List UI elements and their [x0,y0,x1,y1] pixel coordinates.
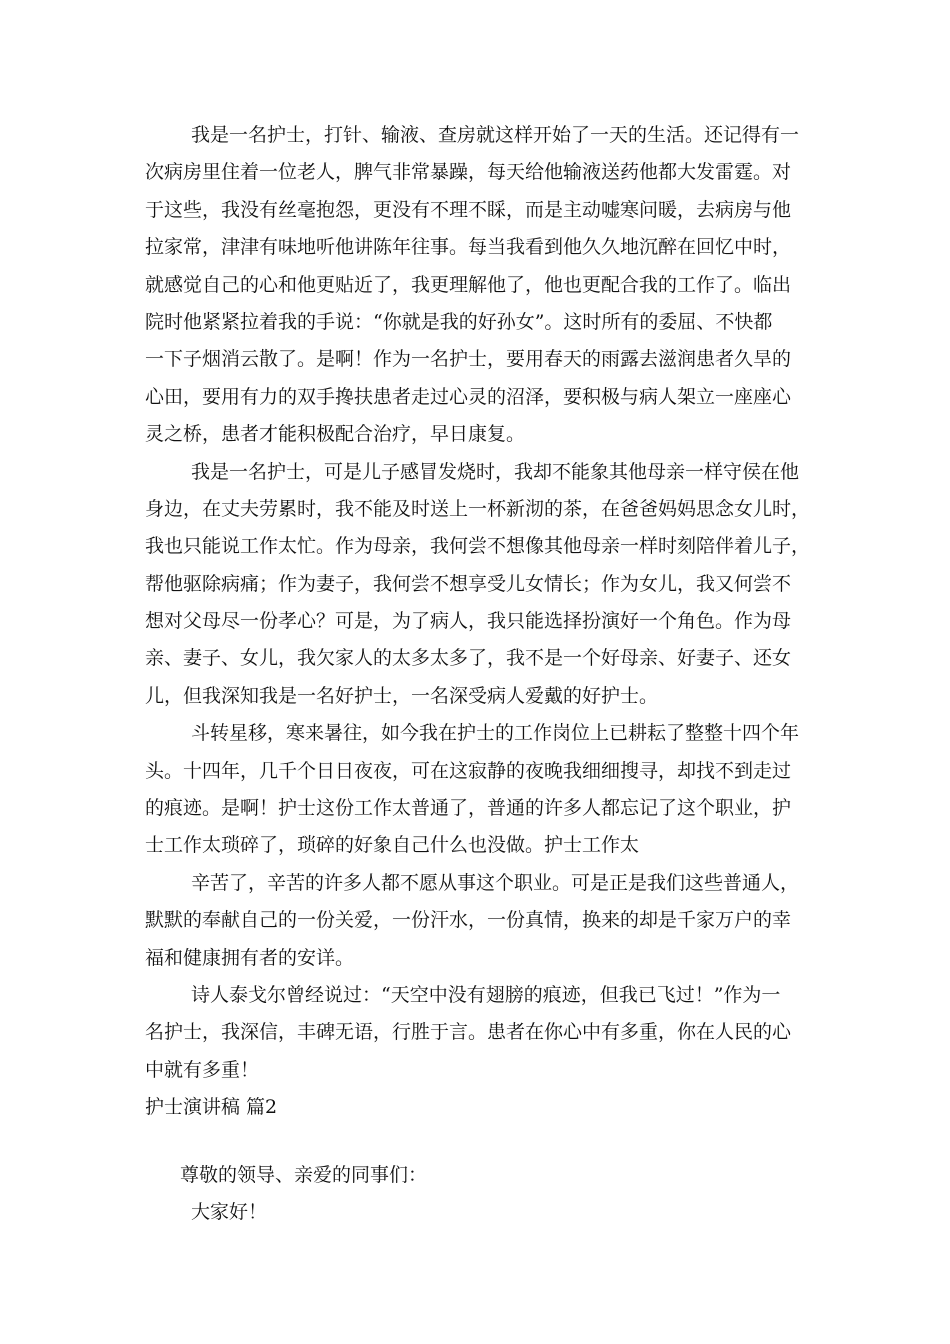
paragraph-line: 斗转星移，寒来暑往，如今我在护士的工作岗位上已耕耘了整整十四个年 [191,722,800,745]
paragraph-line: 默默的奉献自己的一份关爱，一份汗水，一份真情，换来的却是千家万户的幸 [145,909,792,932]
paragraph-line: 的痕迹。是啊！护士这份工作太普通了，普通的许多人都忘记了这个职业，护 [145,797,792,820]
paragraph-line: 一下子烟消云散了。是啊！作为一名护士，要用春天的雨露去滋润患者久旱的 [145,348,792,371]
paragraph [145,454,810,716]
paragraph-line: 我也只能说工作太忙。作为母亲，我何尝不想像其他母亲一样时刻陪伴着儿子， [145,535,811,558]
paragraph-line: 头。十四年，几千个日日夜夜，可在这寂静的夜晚我细细搜寻，却找不到走过 [145,759,792,782]
paragraph [145,117,810,454]
paragraph-line: 诗人泰戈尔曾经说过：“天空中没有翅膀的痕迹，但我已飞过！”作为一 [191,983,781,1006]
paragraph-line: 亲、妻子、女儿，我欠家人的太多太多了，我不是一个好母亲、好妻子、还女 [145,647,792,670]
paragraph-line: 院时他紧紧拉着我的手说：“你就是我的好孙女”。这时所有的委屈、不快都 [145,310,773,333]
paragraph [145,977,810,1089]
paragraph-line: 我是一名护士，可是儿子感冒发烧时，我却不能象其他母亲一样守侯在他 [191,460,800,483]
greeting-line: 尊敬的领导、亲爱的同事们： [180,1163,428,1186]
paragraph [145,715,810,865]
paragraph-line: 中就有多重！ [145,1058,260,1081]
paragraph-line: 拉家常，津津有味地听他讲陈年往事。每当我看到他久久地沉醉在回忆中时， [145,236,792,259]
paragraph-line: 儿，但我深知我是一名好护士，一名深受病人爱戴的好护士。 [145,684,659,707]
paragraph-line: 名护士，我深信，丰碑无语，行胜于言。患者在你心中有多重，你在人民的心 [145,1021,792,1044]
salutation-line: 大家好！ [191,1200,268,1223]
paragraph-line: 身边，在丈夫劳累时，我不能及时送上一杯新沏的茶，在爸爸妈妈思念女儿时， [145,497,811,520]
paragraph-line: 士工作太琐碎了，琐碎的好象自己什么也没做。护士工作太 [145,834,640,857]
blank-space [145,1127,810,1157]
document-body [145,117,810,1231]
paragraph-line: 心田，要用有力的双手搀扶患者走过心灵的沼泽，要积极与病人架立一座座心 [145,385,792,408]
paragraph-line: 就感觉自己的心和他更贴近了，我更理解他了，他也更配合我的工作了。临出 [145,273,792,296]
paragraph [145,865,810,977]
paragraph-line: 辛苦了，辛苦的许多人都不愿从事这个职业。可是正是我们这些普通人， [191,871,800,894]
paragraph-line: 灵之桥，患者才能积极配合治疗，早日康复。 [145,423,526,446]
paragraph-line: 想对父母尽一份孝心？可是，为了病人，我只能选择扮演好一个角色。作为母 [145,610,792,633]
section-heading: 护士演讲稿 篇2 [145,1096,278,1119]
paragraph-line: 于这些，我没有丝毫抱怨，更没有不理不睬，而是主动嘘寒问暖，去病房与他 [145,198,792,221]
paragraph-line: 福和健康拥有者的安详。 [145,946,355,969]
paragraph-line: 次病房里住着一位老人，脾气非常暴躁，每天给他输液送药他都大发雷霆。对 [145,161,792,184]
paragraph-line: 我是一名护士，打针、输液、查房就这样开始了一天的生活。还记得有一 [191,124,800,146]
paragraph-line: 帮他驱除病痛；作为妻子，我何尝不想享受儿女情长；作为女儿，我又何尝不 [145,572,792,595]
